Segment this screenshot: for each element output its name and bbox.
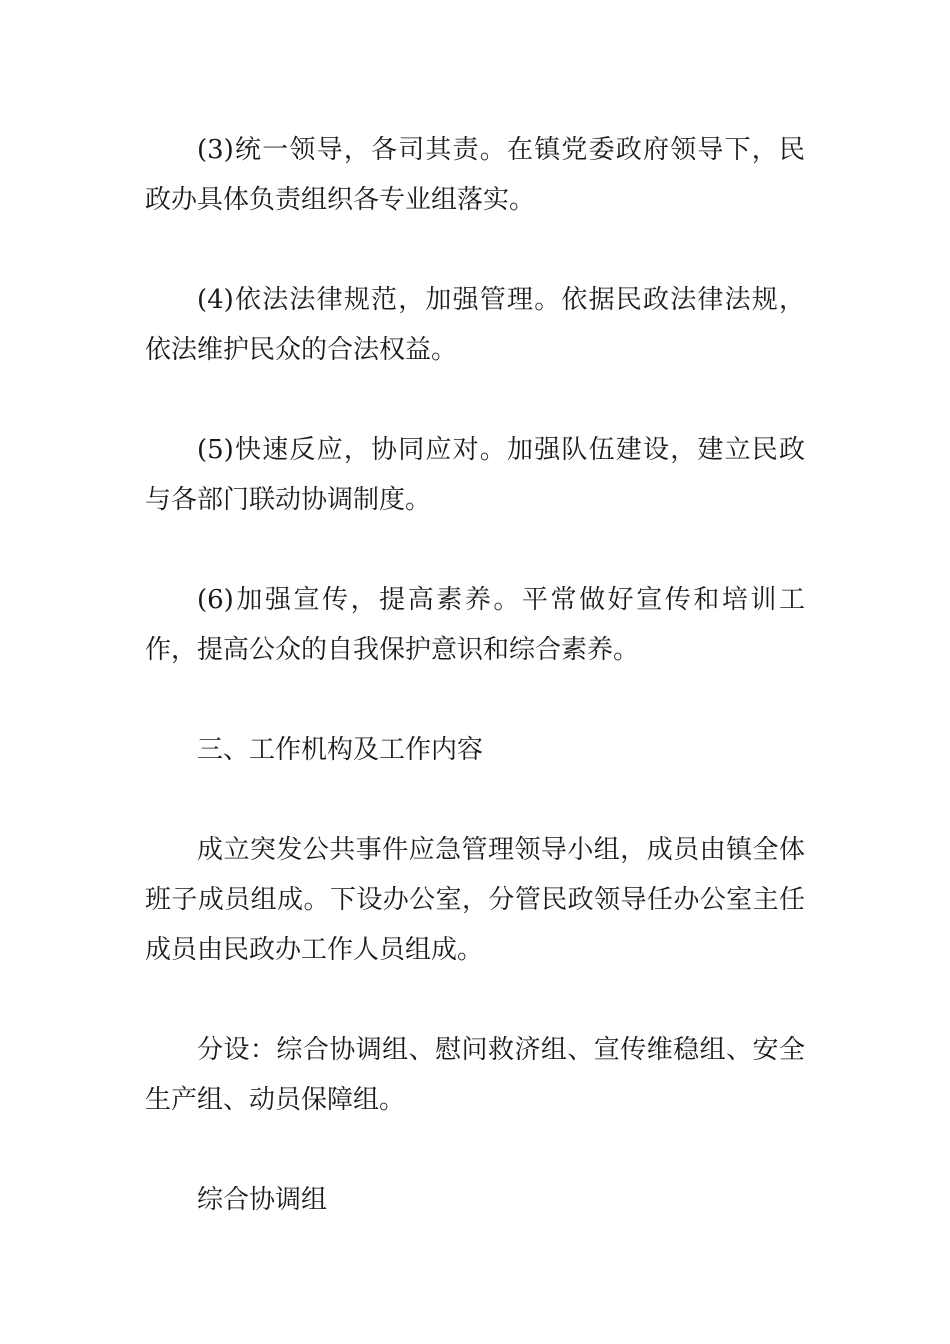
paragraph-principle-5: (5)快速反应，协同应对。加强队伍建设，建立民政与各部门联动协调制度。 xyxy=(145,435,805,515)
document-body xyxy=(145,125,805,1225)
paragraph-leadership-group: 成立突发公共事件应急管理领导小组，成员由镇全体班子成员组成。下设办公室，分管民政领导任办公室主任成员由民政办工作人员组成。 xyxy=(145,835,805,965)
paragraph-spacer xyxy=(145,1125,805,1175)
paragraph-principle-3: (3)统一领导，各司其责。在镇党委政府领导下，民政办具体负责组织各专业组落实。 xyxy=(145,135,805,215)
paragraph-spacer xyxy=(145,225,805,275)
subheading-coordination-group: 综合协调组 xyxy=(197,1185,328,1215)
paragraph-spacer xyxy=(145,525,805,575)
paragraph-spacer xyxy=(145,375,805,425)
paragraph-principle-6: (6)加强宣传，提高素养。平常做好宣传和培训工作，提高公众的自我保护意识和综合素养。 xyxy=(145,585,805,665)
paragraph-principle-4: (4)依法法律规范，加强管理。依据民政法律法规，依法维护民众的合法权益。 xyxy=(145,285,805,365)
paragraph-spacer xyxy=(145,775,805,825)
section-heading: 三、工作机构及工作内容 xyxy=(197,735,484,765)
paragraph-spacer xyxy=(145,975,805,1025)
paragraph-spacer xyxy=(145,675,805,725)
paragraph-subgroups: 分设：综合协调组、慰问救济组、宣传维稳组、安全生产组、动员保障组。 xyxy=(145,1035,805,1115)
